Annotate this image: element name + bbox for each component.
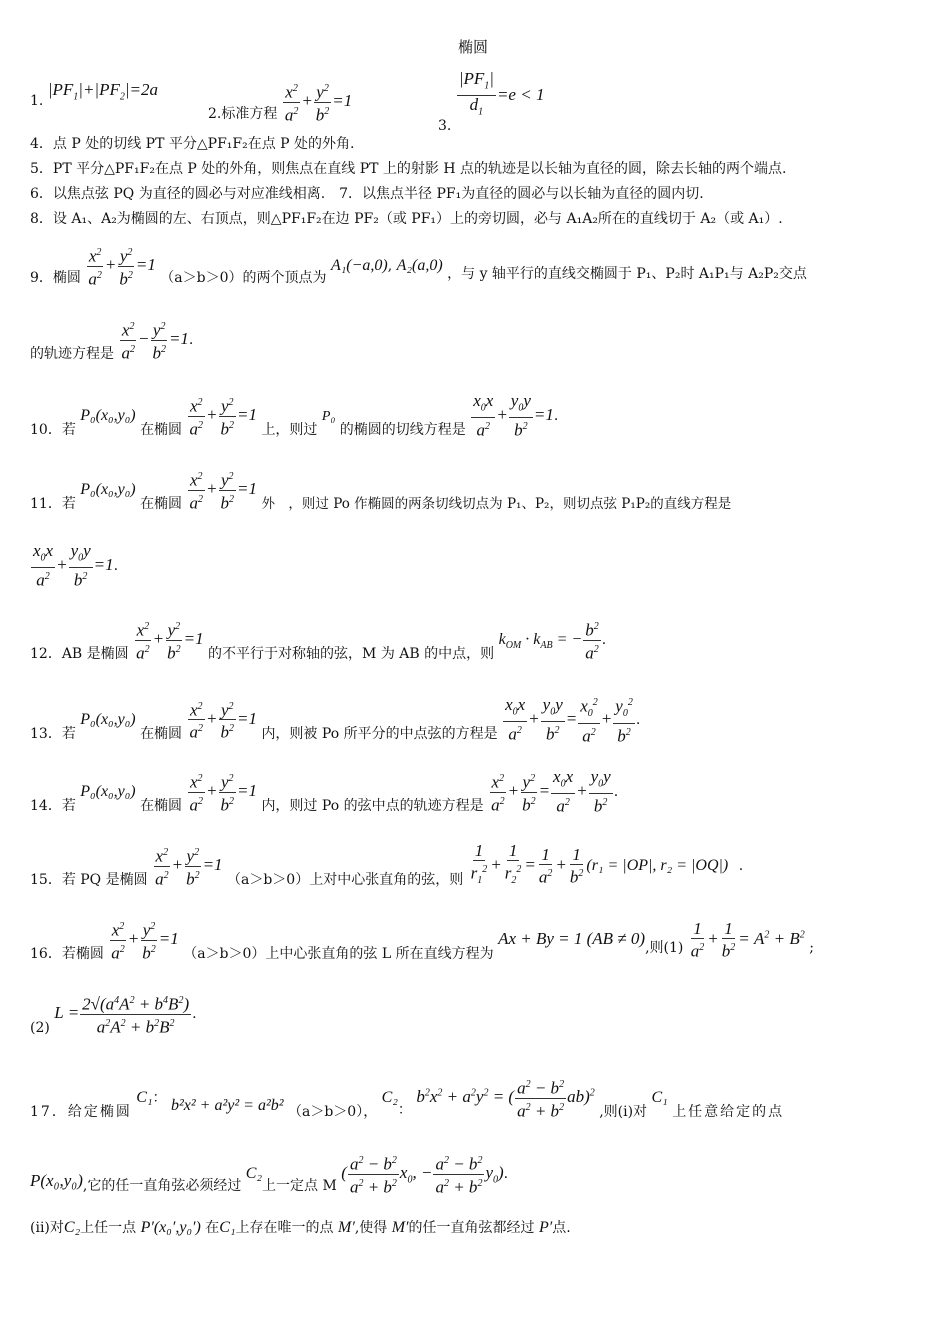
item-2: 2.标准方程 $\frac{x^2}{a^2}$ + $\frac{y^2}{b^2}$ =1	[208, 80, 352, 124]
item-16: 16．若椭圆 $\frac{x^2}{a^2}$ + $\frac{y^2}{b^2}$ =1 （a＞b＞0）上中心张直角的弦 L 所在直线方程为 Ax + By = 1 (AB ≠ 0),则(1) $\frac{1}{a^2}$ + $\frac{1}{b^2}$ = $A^2 + B^2$ ;	[30, 918, 814, 963]
item-3: 3. $\frac{|PF_1|}{d_1}$ =e < 1	[438, 69, 545, 134]
item-11: 11．若 P₀(x₀,y₀) 在椭圆 $\frac{x^2}{a^2}$ + $\frac{y^2}{b^2}$ =1 外 ，则过 Po 作椭圆的两条切线切点为 P₁、P₂，则切点弦 P₁P₂的直线方程是	[30, 468, 731, 512]
item-number: 3.	[438, 117, 452, 134]
item-4: 4．点 P 处的切线 PT 平分△PF₁F₂在点 P 处的外角.	[30, 136, 355, 152]
item-label: 2.标准方程	[208, 106, 278, 123]
item-9: 9．椭圆 $\frac{x^2}{a^2}$ + $\frac{y^2}{b^2}$ =1 （a＞b＞0）的两个顶点为 A₁(−a,0), A₂(a,0) ，与 y 轴平行的直线交椭圆于 P₁、P₂时 A₁P₁与 A₂P₂交点	[30, 244, 807, 288]
item-13: 13．若 P₀(x₀,y₀) 在椭圆 $\frac{x^2}{a^2}$ + $\frac{y^2}{b^2}$ =1 内，则被 Po 所平分的中点弦的方程是 $\frac{x_0x}{a^2}$ + $\frac{y_0y}{b^2}$ = $\frac{x_0^2}{a^2}$ + $\frac{y_0^2}{b^2}$ .	[30, 694, 641, 746]
item-9-cont: 的轨迹方程是 $\frac{x^2}{a^2}$ − $\frac{y^2}{b^2}$ =1.	[30, 318, 193, 362]
item-16-cont: (2) L = $\frac{2√(a^4A^2 + b^4B^2)}{a^2A^2 + b^2B^2}$ .	[30, 992, 197, 1036]
item-17-ii: (ii)对C₂上任一点 P′(x₀′,y₀′) 在C₁上存在唯一的点 M′,使得 M′的任一直角弦都经过 P′点.	[30, 1219, 571, 1236]
item-6-7: 6．以焦点弦 PQ 为直径的圆必与对应准线相离. 7．以焦点半径 PF₁为直径的圆必与以长轴为直径的圆内切.	[30, 186, 704, 202]
item-5: 5．PT 平分△PF₁F₂在点 P 处的外角，则焦点在直线 PT 上的射影 H 点的轨迹是以长轴为直径的圆，除去长轴的两个端点.	[30, 161, 787, 177]
item-8: 8．设 A₁、A₂为椭圆的左、右顶点，则△PF₁F₂在边 PF₂（或 PF₁）上的旁切圆，必与 A₁A₂所在的直线切于 A₂（或 A₁）.	[30, 211, 783, 227]
item-11-cont: $\frac{x_0x}{a^2}$ + $\frac{y_0y}{b^2}$ =1.	[33, 541, 119, 591]
item-14: 14．若 P₀(x₀,y₀) 在椭圆 $\frac{x^2}{a^2}$ + $\frac{y^2}{b^2}$ =1 内，则过 Po 的弦中点的轨迹方程是 $\frac{x^2}{a^2}$ + $\frac{y^2}{b^2}$ = $\frac{x_0x}{a^2}$ + $\frac{y_0y}{b^2}$ .	[30, 767, 619, 817]
item-10: 10．若 P₀(x₀,y₀) 在椭圆 $\frac{x^2}{a^2}$ + $\frac{y^2}{b^2}$ =1 上，则过 P₀ 的椭圆的切线方程是 $\frac{x_0x}{a^2}$ + $\frac{y_0y}{b^2}$ =1.	[30, 391, 559, 441]
item-12: 12．AB 是椭圆 $\frac{x^2}{a^2}$ + $\frac{y^2}{b^2}$ =1 的不平行于对称轴的弦，M 为 AB 的中点，则 $k_{OM} \cdot k_{AB}$ = − $\frac{b^2}{a^2}$ .	[30, 618, 606, 662]
page-title: 椭圆	[458, 38, 489, 56]
item-1: 1. $|PF_1|+|PF_2|=2a$	[30, 80, 159, 109]
item-17: 17．给定椭圆 C₁： b²x² + a²y² = a²b² （a＞b＞0）， C₂： $b^2x^2 + a^2y^2$ = ( $\frac{a^2 - b^2}{a^2 + b^2}$ ab)$^2$ ,则(i)对 C₁ 上任意给定的点	[30, 1076, 784, 1120]
item-17-cont: P(x₀,y₀),它的任一直角弦必须经过 C₂上一定点 M ( $\frac{a^2 - b^2}{a^2 + b^2}$ $x_0$, − $\frac{a^2 - b^2}{a^2 + b^2}$ $y_0$).	[30, 1152, 508, 1196]
item-15: 15．若 PQ 是椭圆 $\frac{x^2}{a^2}$ + $\frac{y^2}{b^2}$ =1 （a＞b＞0）上对中心张直角的弦，则 $\frac{1}{r_1^2}$ + $\frac{1}{r_2^2}$ = $\frac{1}{a^2}$ + $\frac{1}{b^2}$ (r₁ = |OP|, r₂ = |OQ|) .	[30, 841, 744, 889]
item-number: 1.	[30, 93, 44, 109]
